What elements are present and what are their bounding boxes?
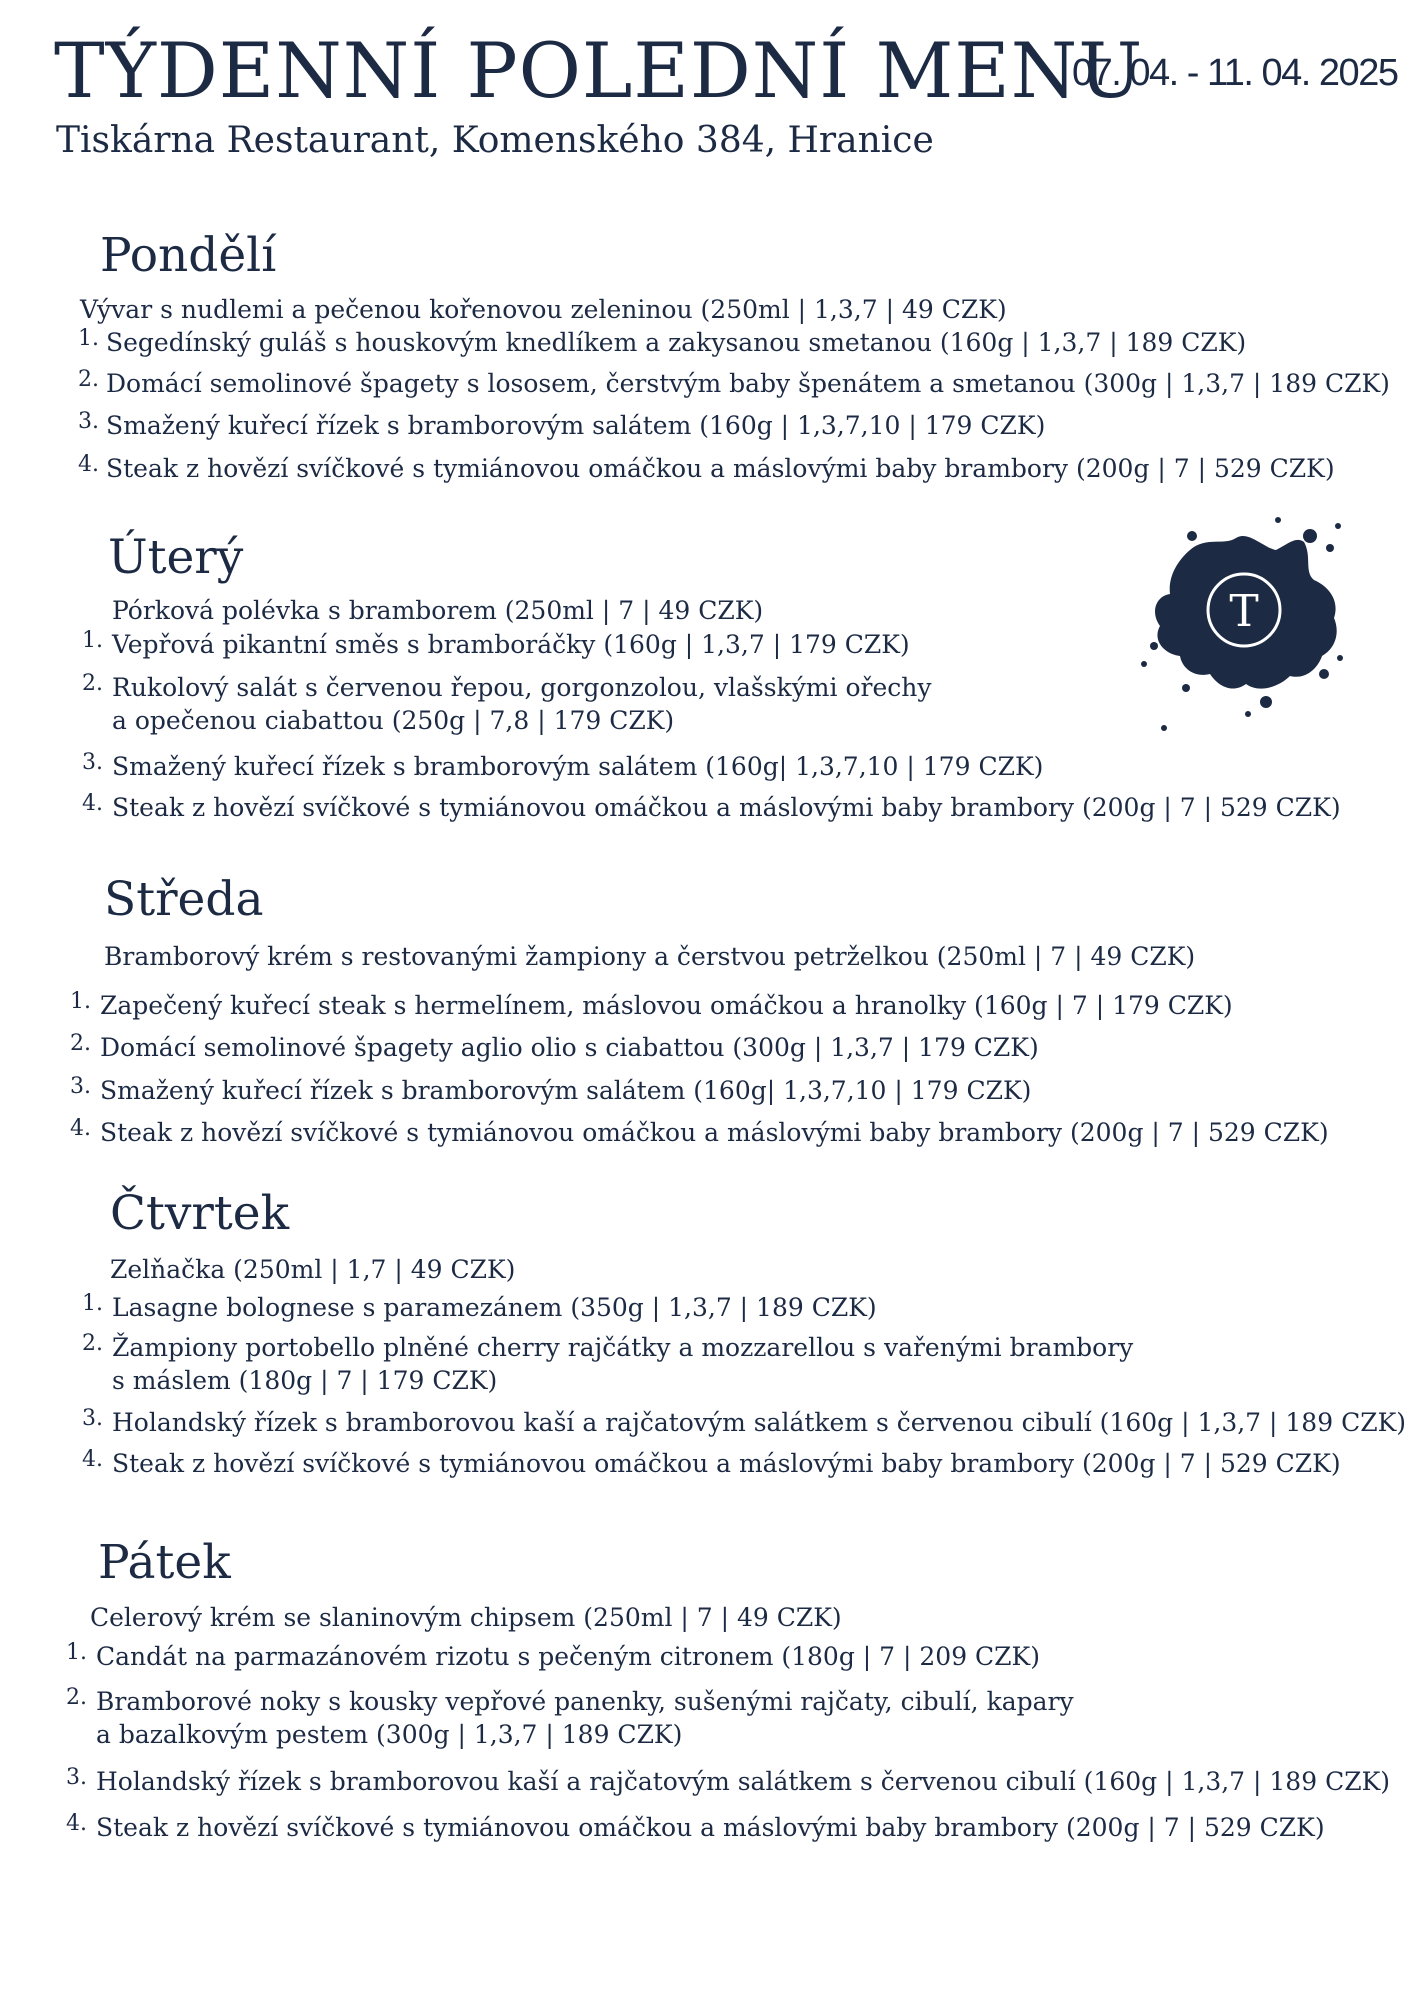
restaurant-address: Tiskárna Restaurant, Komenského 384, Hranice — [56, 120, 934, 161]
menu-item-number: 4. — [66, 1811, 87, 1836]
menu-item-number: 1. — [70, 989, 91, 1014]
menu-item-number: 3. — [82, 750, 103, 775]
menu-item-number: 4. — [82, 791, 103, 816]
soup-item: Zelňačka (250ml | 1,7 | 49 CZK) — [110, 1255, 516, 1284]
day-heading: Středa — [104, 872, 264, 927]
menu-item-text: Lasagne bolognese s paramezánem (350g | 1,3,7 | 189 CZK) — [112, 1293, 877, 1322]
soup-item: Pórková polévka s bramborem (250ml | 7 | 49 CZK) — [112, 596, 764, 625]
day-heading: Pondělí — [100, 228, 277, 283]
menu-item-text: Zapečený kuřecí steak s hermelínem, máslovou omáčkou a hranolky (160g | 7 | 179 CZK) — [100, 991, 1233, 1020]
menu-item-text: Žampiony portobello plněné cherry rajčátky a mozzarellou s vařenými brambory — [112, 1333, 1134, 1362]
menu-item-number: 1. — [78, 326, 99, 351]
menu-item-number: 4. — [70, 1116, 91, 1141]
menu-item-text: a opečenou ciabattou (250g | 7,8 | 179 CZK) — [112, 706, 675, 735]
menu-item-text: s máslem (180g | 7 | 179 CZK) — [112, 1366, 498, 1395]
menu-item-text: Bramborové noky s kousky vepřové panenky, sušenými rajčaty, cibulí, kapary — [96, 1687, 1074, 1716]
menu-title: TÝDENNÍ POLEDNÍ MENU — [54, 26, 1144, 115]
menu-item-number: 3. — [66, 1765, 87, 1790]
soup-item: Vývar s nudlemi a pečenou kořenovou zeleninou (250ml | 1,3,7 | 49 CZK) — [80, 295, 1007, 324]
menu-item-number: 2. — [82, 671, 103, 696]
menu-item-number: 2. — [78, 367, 99, 392]
menu-item-text: Domácí semolinové špagety aglio olio s ciabattou (300g | 1,3,7 | 179 CZK) — [100, 1033, 1039, 1062]
menu-item-text: Steak z hovězí svíčkové s tymiánovou omáčkou a máslovými baby brambory (200g | 7 | 529 CZK) — [106, 454, 1335, 483]
menu-item-number: 4. — [78, 452, 99, 477]
menu-item-text: Smažený kuřecí řízek s bramborovým salátem (160g| 1,3,7,10 | 179 CZK) — [112, 752, 1044, 781]
menu-item-number: 2. — [66, 1685, 87, 1710]
menu-item-number: 2. — [82, 1331, 103, 1356]
day-heading: Čtvrtek — [110, 1186, 290, 1241]
menu-item-number: 2. — [70, 1031, 91, 1056]
menu-item-text: Steak z hovězí svíčkové s tymiánovou omáčkou a máslovými baby brambory (200g | 7 | 529 CZK) — [96, 1813, 1325, 1842]
menu-item-text: Smažený kuřecí řízek s bramborovým salátem (160g| 1,3,7,10 | 179 CZK) — [100, 1076, 1032, 1105]
menu-dates: 07. 04. - 11. 04. 2025 — [1072, 52, 1398, 94]
menu-item-text: Holandský řízek s bramborovou kaší a rajčatovým salátkem s červenou cibulí (160g | 1,3,7 | 189 CZK) — [112, 1408, 1406, 1437]
menu-item-text: Smažený kuřecí řízek s bramborovým salátem (160g | 1,3,7,10 | 179 CZK) — [106, 411, 1046, 440]
menu-item-text: Vepřová pikantní směs s bramboráčky (160g | 1,3,7 | 179 CZK) — [112, 630, 910, 659]
menu-item-text: Segedínský guláš s houskovým knedlíkem a zakysanou smetanou (160g | 1,3,7 | 189 CZK) — [106, 328, 1247, 357]
menu-item-number: 3. — [78, 409, 99, 434]
ink-splash-logo-icon — [1128, 508, 1356, 758]
menu-item-number: 3. — [82, 1406, 103, 1431]
day-heading: Pátek — [98, 1535, 231, 1590]
menu-item-text: Steak z hovězí svíčkové s tymiánovou omáčkou a máslovými baby brambory (200g | 7 | 529 CZK) — [100, 1118, 1329, 1147]
menu-item-text: Domácí semolinové špagety s lososem, čerstvým baby špenátem a smetanou (300g | 1,3,7 | 189 CZK) — [106, 369, 1390, 398]
menu-item-text: a bazalkovým pestem (300g | 1,3,7 | 189 CZK) — [96, 1720, 683, 1749]
menu-item-number: 1. — [66, 1640, 87, 1665]
menu-item-number: 1. — [82, 1291, 103, 1316]
day-heading: Úterý — [108, 530, 244, 585]
soup-item: Bramborový krém s restovanými žampiony a čerstvou petrželkou (250ml | 7 | 49 CZK) — [104, 942, 1196, 971]
menu-item-text: Steak z hovězí svíčkové s tymiánovou omáčkou a máslovými baby brambory (200g | 7 | 529 CZK) — [112, 793, 1341, 822]
menu-item-text: Rukolový salát s červenou řepou, gorgonzolou, vlašskými ořechy — [112, 673, 932, 702]
menu-item-number: 3. — [70, 1074, 91, 1099]
menu-item-number: 4. — [82, 1447, 103, 1472]
menu-item-text: Steak z hovězí svíčkové s tymiánovou omáčkou a máslovými baby brambory (200g | 7 | 529 CZK) — [112, 1449, 1341, 1478]
svg-text:T: T — [1229, 586, 1259, 637]
menu-item-text: Candát na parmazánovém rizotu s pečeným citronem (180g | 7 | 209 CZK) — [96, 1642, 1040, 1671]
soup-item: Celerový krém se slaninovým chipsem (250ml | 7 | 49 CZK) — [90, 1603, 842, 1632]
menu-item-number: 1. — [82, 628, 103, 653]
menu-item-text: Holandský řízek s bramborovou kaší a rajčatovým salátkem s červenou cibulí (160g | 1,3,7 | 189 CZK) — [96, 1767, 1390, 1796]
